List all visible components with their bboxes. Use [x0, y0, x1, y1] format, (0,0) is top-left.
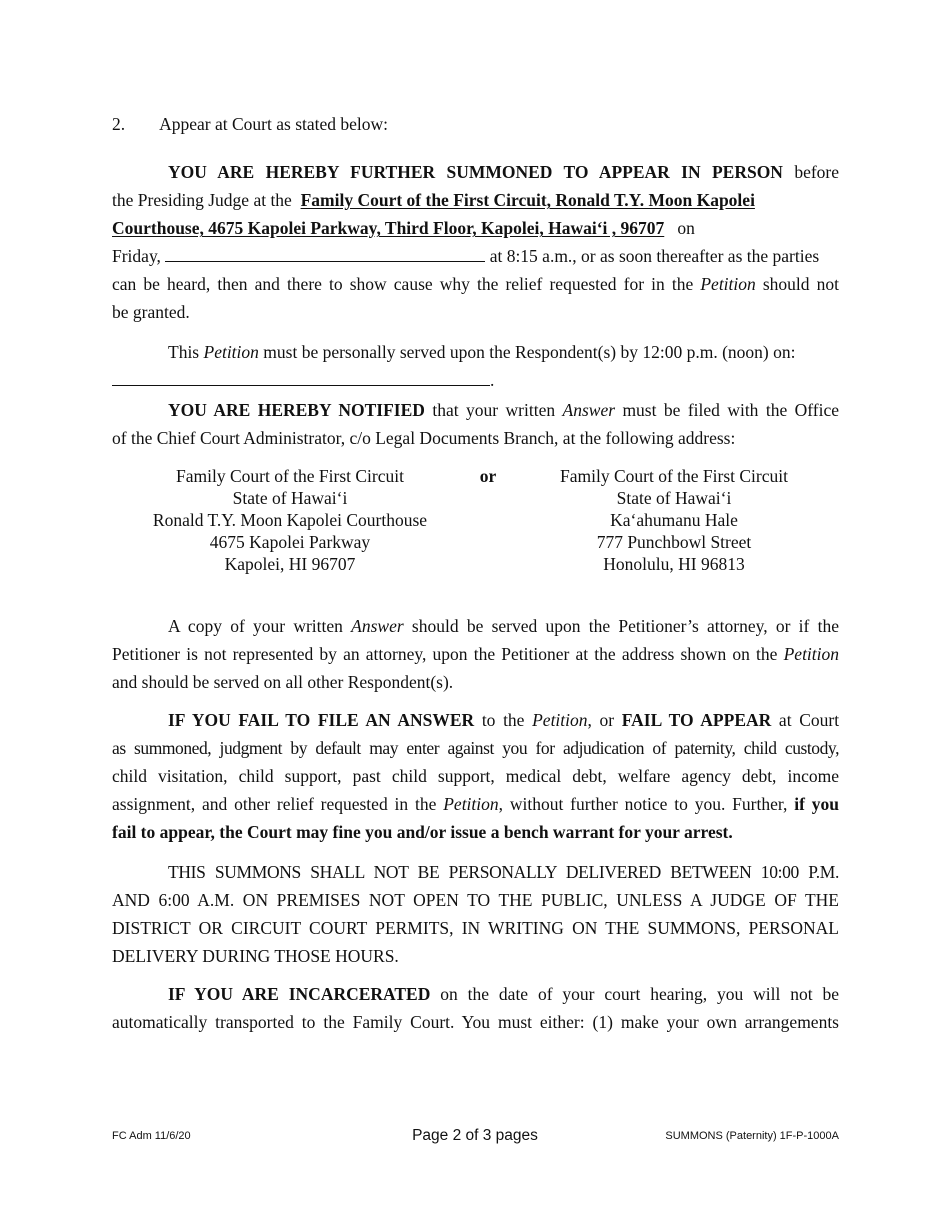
summons-line-4: Friday, at 8:15 a.m., or as soon thereafter as the parties	[112, 246, 820, 266]
notified-line-2: of the Chief Court Administrator, c/o Legal Documents Branch, at the following address:	[112, 428, 736, 448]
copy-line-2: Petitioner is not represented by an attorney, upon the Petitioner at the address shown on the Petition	[112, 644, 840, 664]
delivery-line-2: AND 6:00 A.M. ON PREMISES NOT OPEN TO THE PUBLIC, UNLESS A JUDGE OF THE	[112, 890, 839, 910]
court-location-b: Courthouse, 4675 Kapolei Parkway, Third Floor, Kapolei, Hawai‘i , 96707	[112, 218, 665, 238]
fail-line-2: as summoned, judgment by default may enter against you for adjudication of paternity, child custody,	[112, 738, 839, 758]
section-heading-line	[112, 110, 839, 138]
summons-line-5: can be heard, then and there to show cause why the relief requested for in the Petition should not	[112, 274, 840, 294]
summons-line-1: YOU ARE HEREBY FURTHER SUMMONED TO APPEAR IN PERSON before	[168, 162, 840, 182]
service-line-1: This Petition must be personally served upon the Respondent(s) by 12:00 p.m. (noon) on:	[168, 342, 796, 362]
copy-line-3: and should be served on all other Respondent(s).	[112, 672, 454, 692]
section-heading: Appear at Court as stated below:	[159, 114, 389, 134]
address-honolulu: Family Court of the First Circuit State of Hawai‘i Ka‘ahumanu Hale 777 Punchbowl Street Honolulu, HI 96813	[560, 466, 788, 574]
fail-line-5: fail to appear, the Court may fine you and/or issue a bench warrant for your arrest.	[112, 822, 733, 842]
delivery-line-4: DELIVERY DURING THOSE HOURS.	[112, 946, 399, 966]
service-date-blank[interactable]	[112, 384, 490, 386]
address-kapolei: Family Court of the First Circuit State of Hawai‘i Ronald T.Y. Moon Kapolei Courthouse 4675 Kapolei Parkway Kapolei, HI 96707	[152, 466, 428, 574]
summons-line-2: the Presiding Judge at the Family Court of the First Circuit, Ronald T.Y. Moon Kapolei	[112, 190, 755, 210]
section-number: 2.	[112, 114, 126, 134]
hearing-day: Friday,	[112, 246, 161, 266]
service-line-2: .	[112, 366, 839, 394]
delivery-line-1: THIS SUMMONS SHALL NOT BE PERSONALLY DELIVERED BETWEEN 10:00 P.M.	[168, 862, 839, 882]
notified-line-1: YOU ARE HEREBY NOTIFIED that your written Answer must be filed with the Office	[168, 400, 840, 420]
copy-line-1: A copy of your written Answer should be served upon the Petitioner’s attorney, or if the	[168, 616, 839, 636]
footer-page-number: Page 2 of 3 pages	[412, 1127, 538, 1144]
summons-line-6: be granted.	[112, 302, 190, 322]
court-location-a: Family Court of the First Circuit, Ronald T.Y. Moon Kapolei	[300, 190, 755, 210]
summons-line-3: Courthouse, 4675 Kapolei Parkway, Third Floor, Kapolei, Hawai‘i , 96707 on	[112, 218, 695, 238]
fail-line-1: IF YOU FAIL TO FILE AN ANSWER to the Petition, or FAIL TO APPEAR at Court	[168, 710, 840, 730]
delivery-line-3: DISTRICT OR CIRCUIT COURT PERMITS, IN WRITING ON THE SUMMONS, PERSONAL	[112, 918, 839, 938]
summons-bold-lead: YOU ARE HEREBY FURTHER SUMMONED TO APPEAR IN PERSON	[168, 162, 783, 182]
address-or: or	[479, 466, 497, 486]
incarcerated-line-2: automatically transported to the Family Court. You must either: (1) make your own arrangements	[112, 1012, 839, 1032]
hearing-date-blank[interactable]	[165, 260, 485, 262]
fail-line-4: assignment, and other relief requested in the Petition, without further notice to you. Further, if you	[112, 794, 840, 814]
incarcerated-line-1: IF YOU ARE INCARCERATED on the date of your court hearing, you will not be	[168, 984, 839, 1004]
fail-line-3: child visitation, child support, past child support, medical debt, welfare agency debt, income	[112, 766, 839, 786]
footer-form-date: FC Adm 11/6/20	[112, 1130, 191, 1142]
footer-form-id: SUMMONS (Paternity) 1F-P-1000A	[665, 1130, 839, 1142]
notified-bold-lead: YOU ARE HEREBY NOTIFIED	[168, 400, 425, 420]
